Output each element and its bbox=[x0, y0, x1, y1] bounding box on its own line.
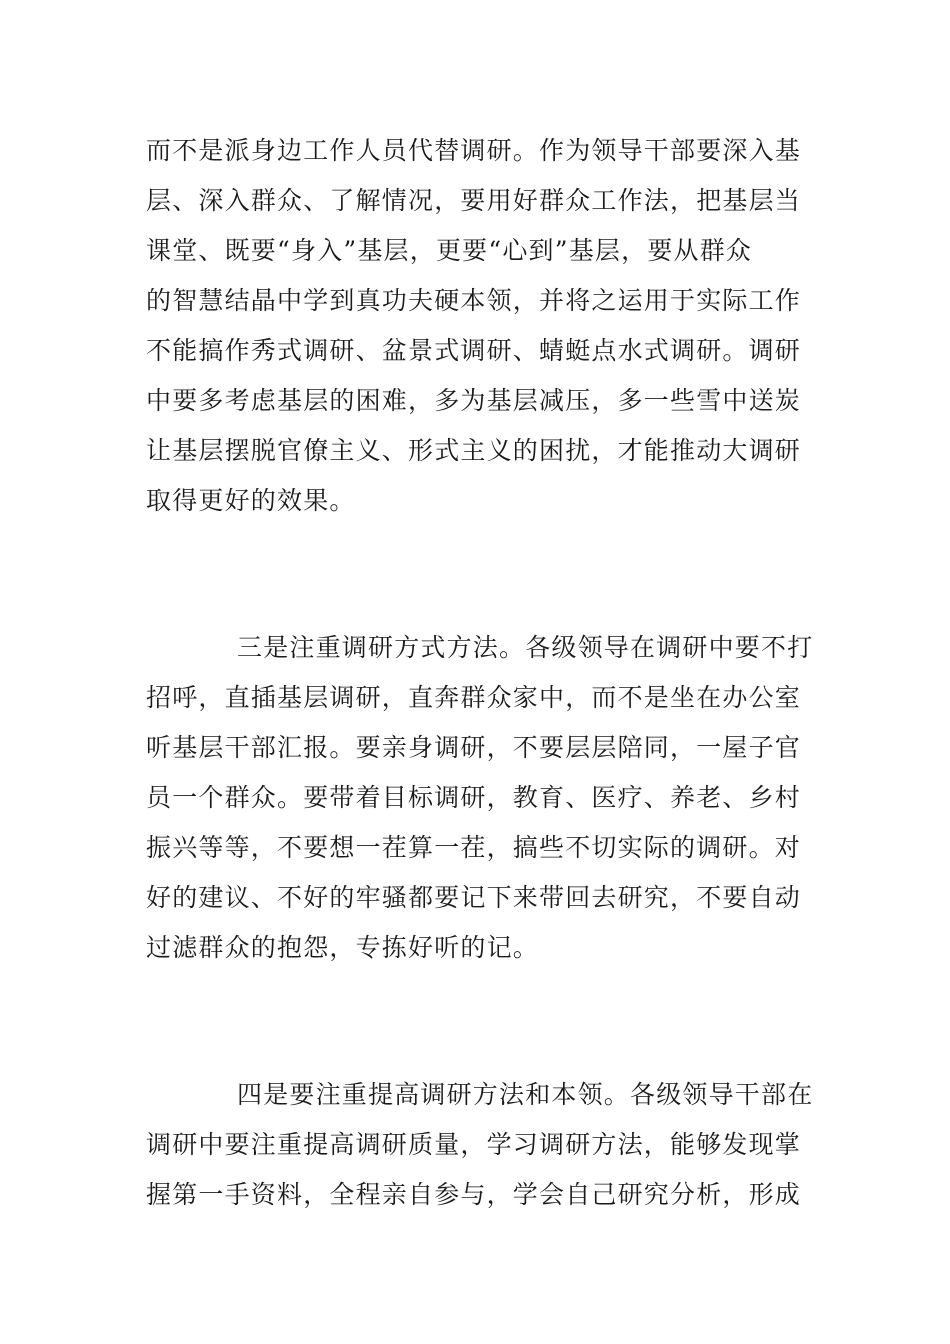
text-line: 握第一手资料，全程亲自参与，学会自己研究分析，形成 bbox=[146, 1180, 802, 1209]
text-line: 三是注重调研方式方法。各级领导在调研中要不打 bbox=[237, 633, 814, 662]
text-line: 招呼，直插基层调研，直奔群众家中，而不是坐在办公室 bbox=[146, 683, 802, 712]
text-line: 调研中要注重提高调研质量，学习调研方法，能够发现掌 bbox=[146, 1130, 802, 1159]
text-line: 过滤群众的抱怨，专拣好听的记。 bbox=[146, 933, 540, 962]
text-line: 而不是派身边工作人员代替调研。作为领导干部要深入基 bbox=[146, 136, 802, 165]
text-line: 四是要注重提高调研方法和本领。各级领导干部在 bbox=[237, 1080, 814, 1109]
text-line: 的智慧结晶中学到真功夫硬本领，并将之运用于实际工作 bbox=[146, 286, 802, 315]
text-line: 听基层干部汇报。要亲身调研，不要层层陪同，一屋子官 bbox=[146, 733, 802, 762]
text-line: 中要多考虑基层的困难，多为基层减压，多一些雪中送炭 bbox=[146, 386, 802, 415]
text-line: 振兴等等，不要想一茬算一茬，搞些不切实际的调研。对 bbox=[146, 833, 802, 862]
text-line: 取得更好的效果。 bbox=[146, 486, 356, 515]
text-line: 不能搞作秀式调研、盆景式调研、蜻蜓点水式调研。调研 bbox=[146, 336, 802, 365]
text-line: 好的建议、不好的牢骚都要记下来带回去研究，不要自动 bbox=[146, 883, 802, 912]
text-line: 课堂、既要“身入”基层，更要“心到”基层，要从群众 bbox=[146, 236, 753, 265]
text-line: 员一个群众。要带着目标调研，教育、医疗、养老、乡村 bbox=[146, 783, 802, 812]
text-line: 层、深入群众、了解情况，要用好群众工作法，把基层当 bbox=[146, 186, 802, 215]
text-line: 让基层摆脱官僚主义、形式主义的困扰，才能推动大调研 bbox=[146, 436, 802, 465]
